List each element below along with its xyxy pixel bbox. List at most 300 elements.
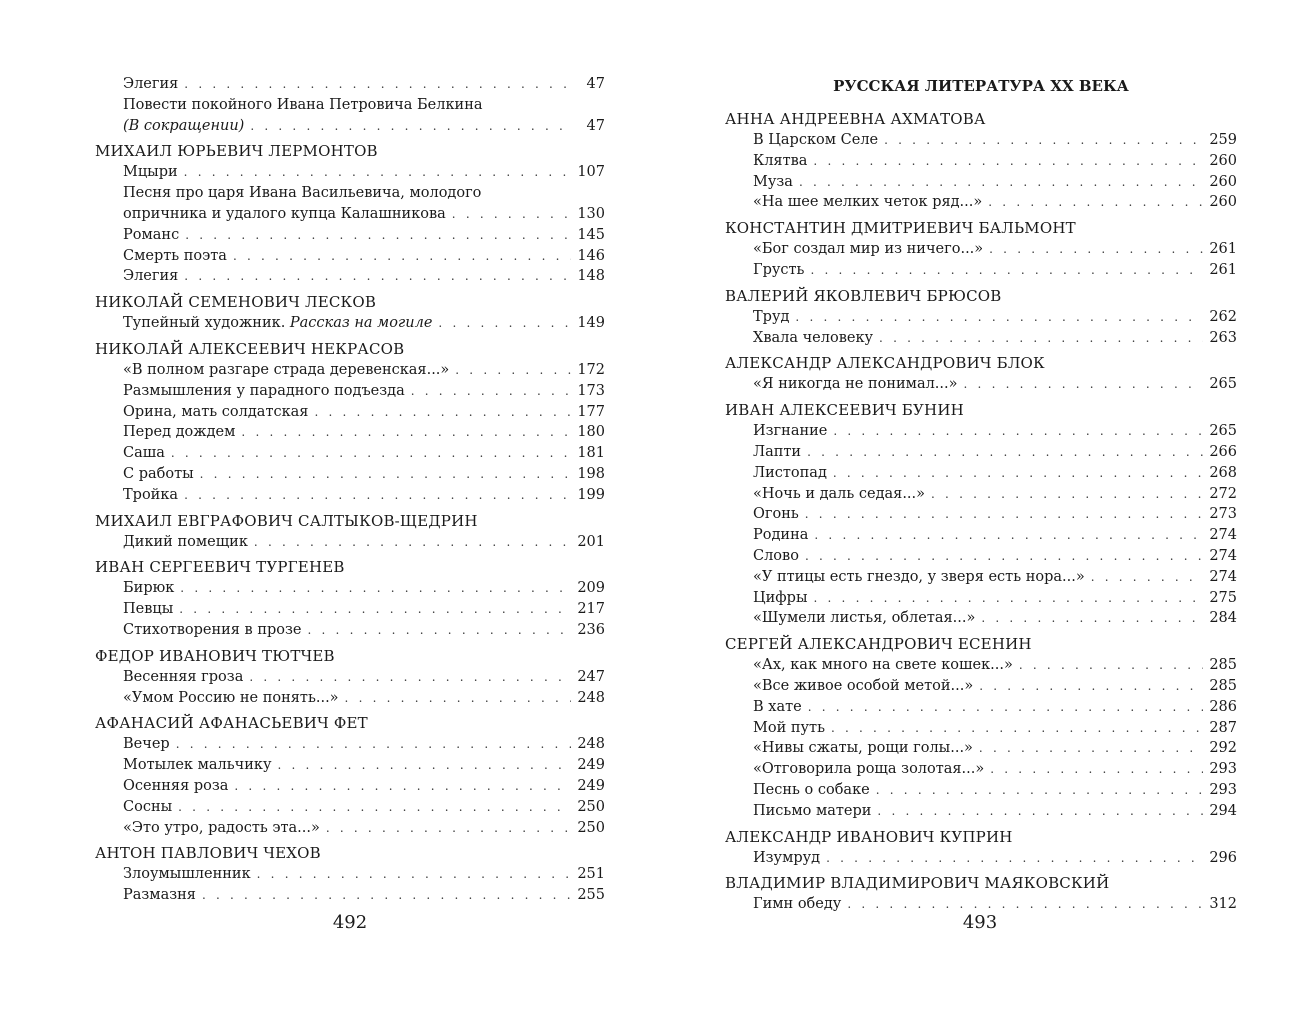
entry-title [123,776,228,797]
entry-title [753,172,793,193]
dot-leader [833,421,1203,442]
entry-title [123,162,178,183]
page-ref: 198 [577,465,605,482]
entry-title [753,130,878,151]
entry-title [123,864,251,885]
page-ref: 107 [577,164,605,181]
dot-leader [964,374,1203,395]
toc-entry[interactable] [725,697,1237,718]
toc-entry[interactable] [95,688,605,709]
entry-title-text: «Ночь и даль седая...» [753,485,926,502]
entry-title-text: Размазня [123,887,196,904]
dot-leader [877,801,1203,822]
entry-title-text: В хате [753,698,802,715]
dot-leader [234,776,571,797]
toc-entry[interactable] [95,667,605,688]
dot-leader [200,464,571,485]
page-ref: 177 [577,403,605,420]
page-ref: 260 [1209,194,1237,211]
entry-title [123,885,196,906]
entry-title [753,780,870,801]
toc-entry[interactable] [725,718,1237,739]
page-ref: 293 [1209,781,1237,798]
entry-title [123,688,339,709]
entry-title [123,266,178,287]
dot-leader [981,608,1203,629]
entry-title-text: Размышления у парадного подъезда [123,382,405,399]
dot-leader [184,74,571,95]
toc-entry[interactable] [95,532,605,553]
page-ref: 199 [577,486,605,503]
toc-entry[interactable] [725,567,1237,588]
toc-entry[interactable] [725,759,1237,780]
entry-title [753,894,841,915]
entry-title-text: Тупейный художник. [123,315,286,332]
entry-title: опричника и удалого купца Калашникова [123,205,446,222]
dot-leader [1019,655,1203,676]
dot-leader [180,578,571,599]
entry-title [753,463,827,484]
entry-title [753,151,807,172]
toc-entry[interactable] [725,192,1237,213]
page-ref: 268 [1209,464,1237,481]
entry-title [123,443,165,464]
page-ref: 293 [1209,761,1237,778]
dot-leader [314,402,571,423]
entry-title-text: Саша [123,445,165,462]
page-ref: 274 [1209,568,1237,585]
dot-leader [876,780,1203,801]
page-ref: 148 [577,268,605,285]
dot-leader [185,225,571,246]
toc-entry[interactable] [95,755,605,776]
entry-title [123,734,170,755]
toc-entry[interactable] [725,421,1237,442]
dot-leader [184,485,571,506]
entry-title-text: Листопад [753,464,827,481]
entry-title [753,260,804,281]
page-ref: 250 [577,819,605,836]
page-ref: 130 [577,205,605,222]
toc-left [95,74,605,906]
page-ref: 285 [1209,657,1237,674]
toc-entry[interactable] [725,260,1237,281]
author-heading: ВАЛЕРИЙ ЯКОВЛЕВИЧ БРЮСОВ [725,286,1002,305]
entry-title-italic: (В сокращении) [123,117,245,134]
entry-title [753,759,984,780]
entry-title-text: «Умом Россию не понять...» [123,689,339,706]
dot-leader [176,734,571,755]
entry-title [123,246,227,267]
author-heading: НИКОЛАЙ АЛЕКСЕЕВИЧ НЕКРАСОВ [95,339,405,358]
dot-leader [202,885,571,906]
entry-title-text: Романс [123,226,180,243]
toc-entry[interactable] [95,422,605,443]
dot-leader [277,755,571,776]
right-page [725,74,1237,915]
entry-title-text: Элегия [123,76,179,92]
page-ref: 47 [586,117,605,134]
entry-title [123,313,432,334]
entry-title-text: Хвала человеку [753,329,874,346]
page-ref: 274 [1209,527,1237,544]
page-ref: 287 [1209,719,1237,736]
page-ref: 294 [1209,802,1237,819]
author-heading: АЛЕКСАНДР АЛЕКСАНДРОВИЧ БЛОК [725,354,1045,373]
toc-entry[interactable] [725,608,1237,629]
page-ref: 146 [577,247,605,264]
entry-title-text: «Все живое особой метой...» [753,677,974,694]
page-ref: 217 [577,601,605,618]
entry-title [753,697,802,718]
toc-entry[interactable] [95,381,605,402]
entry-title-text: «На шее мелких четок ряд...» [753,194,983,211]
page-ref: 274 [1209,547,1237,564]
entry-title [753,442,801,463]
author-heading: ФЕДОР ИВАНОВИЧ ТЮТЧЕВ [95,646,335,665]
toc-entry[interactable] [725,484,1237,505]
author-heading: ИВАН СЕРГЕЕВИЧ ТУРГЕНЕВ [95,558,345,577]
toc-entry[interactable] [725,738,1237,759]
toc-entry[interactable] [95,485,605,506]
entry-title-text: Мой путь [753,719,825,736]
toc-entry[interactable] [95,402,605,423]
page-ref: 209 [577,580,605,597]
toc-entry[interactable] [725,307,1237,328]
entry-title-text: «Это утро, радость эта...» [123,819,320,836]
toc-entry[interactable] [95,183,605,225]
dot-leader [879,328,1203,349]
entry-title-line: Песня про царя Ивана Васильевича, молодого [123,185,482,202]
page-ref: 260 [1209,173,1237,190]
dot-leader [931,484,1203,505]
dot-leader [233,246,571,267]
entry-title-text: «Шумели листья, облетая...» [753,610,976,627]
entry-title-text: Элегия [123,268,179,285]
entry-title-text: Муза [753,173,793,190]
author-heading: МИХАИЛ ЮРЬЕВИЧ ЛЕРМОНТОВ [95,142,378,161]
toc-entry[interactable] [725,130,1237,151]
toc-entry[interactable] [725,525,1237,546]
toc-entry[interactable] [95,864,605,885]
toc-entry[interactable] [95,443,605,464]
toc-right [725,108,1237,915]
toc-entry[interactable] [95,797,605,818]
dot-leader [979,738,1203,759]
page-ref: 292 [1209,740,1237,757]
dot-leader [250,116,571,137]
entry-title-text: Осенняя роза [123,777,229,794]
entry-title [753,567,1085,588]
dot-leader [184,162,571,183]
author-heading: АЛЕКСАНДР ИВАНОВИЧ КУПРИН [725,827,1013,846]
toc-entry[interactable] [95,360,605,381]
page-number-left: 492 [332,912,368,933]
entry-title-text: Гимн обеду [753,896,842,913]
entry-title [123,225,179,246]
page-ref: 173 [577,382,605,399]
entry-title-line: Повести покойного Ивана Петровича Белкина [123,96,483,113]
entry-title [753,546,799,567]
toc-entry[interactable] [95,225,605,246]
toc-entry[interactable] [725,546,1237,567]
toc-entry[interactable] [95,776,605,797]
entry-title-text: Вечер [123,736,170,753]
dot-leader [833,463,1203,484]
entry-title [753,421,827,442]
entry-title [123,116,244,137]
entry-title-text: «Нивы сжаты, рощи голы...» [753,740,973,757]
page-ref: 284 [1209,610,1237,627]
entry-title-text: Лапти [753,443,802,460]
toc-entry[interactable] [95,266,605,287]
entry-title-text: Песнь о собаке [753,781,870,798]
dot-leader [884,130,1203,151]
entry-title [753,655,1013,676]
entry-title-text: Труд [753,308,790,325]
entry-title-text: Изумруд [753,849,821,866]
page-ref: 275 [1209,589,1237,606]
entry-title [753,848,820,869]
entry-title [123,74,178,95]
entry-title-text: Сосны [123,798,173,815]
page-ref: 149 [577,315,605,332]
toc-entry[interactable] [725,328,1237,349]
entry-title [753,676,973,697]
dot-leader [455,360,571,381]
entry-title [123,464,194,485]
toc-entry[interactable] [95,246,605,267]
entry-title-text: Певцы [123,601,174,618]
toc-entry[interactable] [95,95,605,137]
page-ref: 265 [1209,423,1237,440]
author-heading: КОНСТАНТИН ДМИТРИЕВИЧ БАЛЬМОНТ [725,219,1076,238]
page-ref: 261 [1209,241,1237,258]
dot-leader [171,443,571,464]
left-page [95,74,605,906]
page-ref: 285 [1209,677,1237,694]
page-ref: 262 [1209,308,1237,325]
entry-title-text: «У птицы есть гнездо, у зверя есть нора...» [753,568,1085,585]
entry-title-text: Стихотворения в прозе [123,621,302,638]
dot-leader [807,442,1203,463]
toc-entry[interactable] [95,620,605,641]
toc-entry[interactable] [725,172,1237,193]
dot-leader [799,172,1203,193]
page-ref: 248 [577,689,605,706]
dot-leader [805,546,1203,567]
entry-title-text: Мцыри [123,164,178,181]
dot-leader [808,697,1203,718]
page-ref: 266 [1209,443,1237,460]
entry-title-text: «Ах, как много на свете кошек...» [753,657,1013,674]
dot-leader [257,864,571,885]
page-ref: 286 [1209,698,1237,715]
page-ref: 181 [577,445,605,462]
toc-entry[interactable] [95,74,605,95]
page-ref: 259 [1209,132,1237,148]
entry-title-text: Орина, мать солдатская [123,403,309,420]
dot-leader [411,381,571,402]
dot-leader [826,848,1203,869]
entry-title-text: Перед дождем [123,424,236,441]
entry-title [753,718,825,739]
dot-leader [184,266,571,287]
entry-title [123,755,271,776]
entry-title [123,360,449,381]
dot-leader [438,313,571,334]
page-ref: 145 [577,226,605,243]
dot-leader [345,688,571,709]
author-heading: НИКОЛАЙ СЕМЕНОВИЧ ЛЕСКОВ [95,293,377,312]
dot-leader [308,620,572,641]
dot-leader [990,759,1203,780]
entry-title-text: Тройка [123,486,179,503]
author-heading: СЕРГЕЙ АЛЕКСАНДРОВИЧ ЕСЕНИН [725,635,1032,654]
entry-title [123,818,320,839]
entry-title [753,801,871,822]
toc-entry[interactable] [725,676,1237,697]
toc-entry[interactable] [725,801,1237,822]
entry-title-text: Огонь [753,506,799,523]
entry-title [123,485,178,506]
entry-title [123,532,248,553]
dot-leader [814,525,1203,546]
dot-leader [805,504,1203,525]
author-heading: ВЛАДИМИР ВЛАДИМИРОВИЧ МАЯКОВСКИЙ [725,874,1110,893]
toc-entry[interactable] [95,162,605,183]
entry-title [123,667,243,688]
entry-title-text: Цифры [753,589,808,606]
entry-title [753,239,983,260]
dot-leader [989,239,1203,260]
page-ref: 249 [577,757,605,774]
dot-leader [847,894,1203,915]
toc-entry[interactable] [725,463,1237,484]
entry-title-italic: Рассказ на могиле [289,315,433,332]
dot-leader [254,532,571,553]
page-ref: 251 [577,866,605,883]
dot-leader [795,307,1203,328]
entry-title-text: Родина [753,527,809,544]
entry-title [753,504,799,525]
entry-title [753,484,925,505]
page-ref: 47 [586,76,605,92]
entry-title-text: Бирюк [123,580,175,597]
toc-entry[interactable] [95,818,605,839]
entry-title-text: Весенняя гроза [123,668,244,685]
page-ref: 249 [577,777,605,794]
toc-entry[interactable] [725,442,1237,463]
toc-entry[interactable] [95,313,605,334]
page-ref: 265 [1209,376,1237,393]
dot-leader [452,204,571,225]
entry-title-text: С работы [123,465,194,482]
dot-leader [831,718,1203,739]
toc-entry[interactable] [725,588,1237,609]
dot-leader [988,192,1203,213]
page-ref: 273 [1209,506,1237,523]
toc-entry[interactable] [725,504,1237,525]
entry-title [753,738,973,759]
author-heading: ИВАН АЛЕКСЕЕВИЧ БУНИН [725,401,964,420]
page-ref: 261 [1209,261,1237,278]
page-ref: 272 [1209,485,1237,502]
dot-leader [1091,567,1203,588]
entry-title [753,525,808,546]
page-number-right: 493 [962,912,998,933]
page-ref: 172 [577,361,605,378]
toc-entry[interactable] [95,464,605,485]
entry-title-text: Смерть поэта [123,247,227,264]
entry-title [123,422,235,443]
toc-entry[interactable] [725,780,1237,801]
entry-title-text: «В полном разгаре страда деревенская...» [123,361,450,378]
entry-title-text: Мотылек мальчику [123,757,272,774]
page-ref: 247 [577,668,605,685]
toc-entry[interactable] [725,151,1237,172]
toc-entry[interactable] [95,578,605,599]
entry-title [753,608,975,629]
entry-title-text: «Я никогда не понимал...» [753,376,958,393]
entry-title [753,192,982,213]
entry-title-text: В Царском Селе [753,132,879,148]
entry-title [753,588,807,609]
entry-title-text: Злоумышленник [123,866,251,883]
entry-title [753,328,873,349]
page-ref: 312 [1209,896,1237,913]
dot-leader [813,151,1203,172]
dot-leader [178,797,571,818]
page-ref: 263 [1209,329,1237,346]
entry-title-text: «Бог создал мир из ничего...» [753,241,984,258]
toc-entry[interactable] [95,599,605,620]
entry-title-text: Клятва [753,152,808,169]
entry-title-text: Дикий помещик [123,533,248,550]
page-ref: 236 [577,621,605,638]
toc-entry[interactable] [95,734,605,755]
entry-title-text: Слово [753,547,799,564]
author-heading: АНТОН ПАВЛОВИЧ ЧЕХОВ [95,844,321,863]
toc-entry[interactable] [725,239,1237,260]
toc-entry[interactable] [725,374,1237,395]
toc-entry[interactable] [95,885,605,906]
entry-title-text: «Отговорила роща золотая...» [753,761,985,778]
toc-entry[interactable] [725,848,1237,869]
page-ref: 255 [577,887,605,904]
entry-title [753,374,958,395]
section-title: РУССКАЯ ЛИТЕРАТУРА XX ВЕКА [833,77,1129,95]
entry-title [123,578,174,599]
entry-title [123,402,308,423]
dot-leader [813,588,1203,609]
toc-entry[interactable] [725,655,1237,676]
entry-title [123,620,302,641]
author-heading: АННА АНДРЕЕВНА АХМАТОВА [725,110,986,128]
entry-title-text: Письмо матери [753,802,872,819]
page-ref: 201 [577,533,605,550]
entry-title [123,599,173,620]
dot-leader [326,818,571,839]
entry-title [123,381,405,402]
page-ref: 180 [577,424,605,441]
page-ref: 248 [577,736,605,753]
dot-leader [179,599,571,620]
page-ref: 250 [577,798,605,815]
page-ref: 296 [1209,849,1237,866]
author-heading: АФАНАСИЙ АФАНАСЬЕВИЧ ФЕТ [95,714,368,733]
dot-leader [249,667,571,688]
